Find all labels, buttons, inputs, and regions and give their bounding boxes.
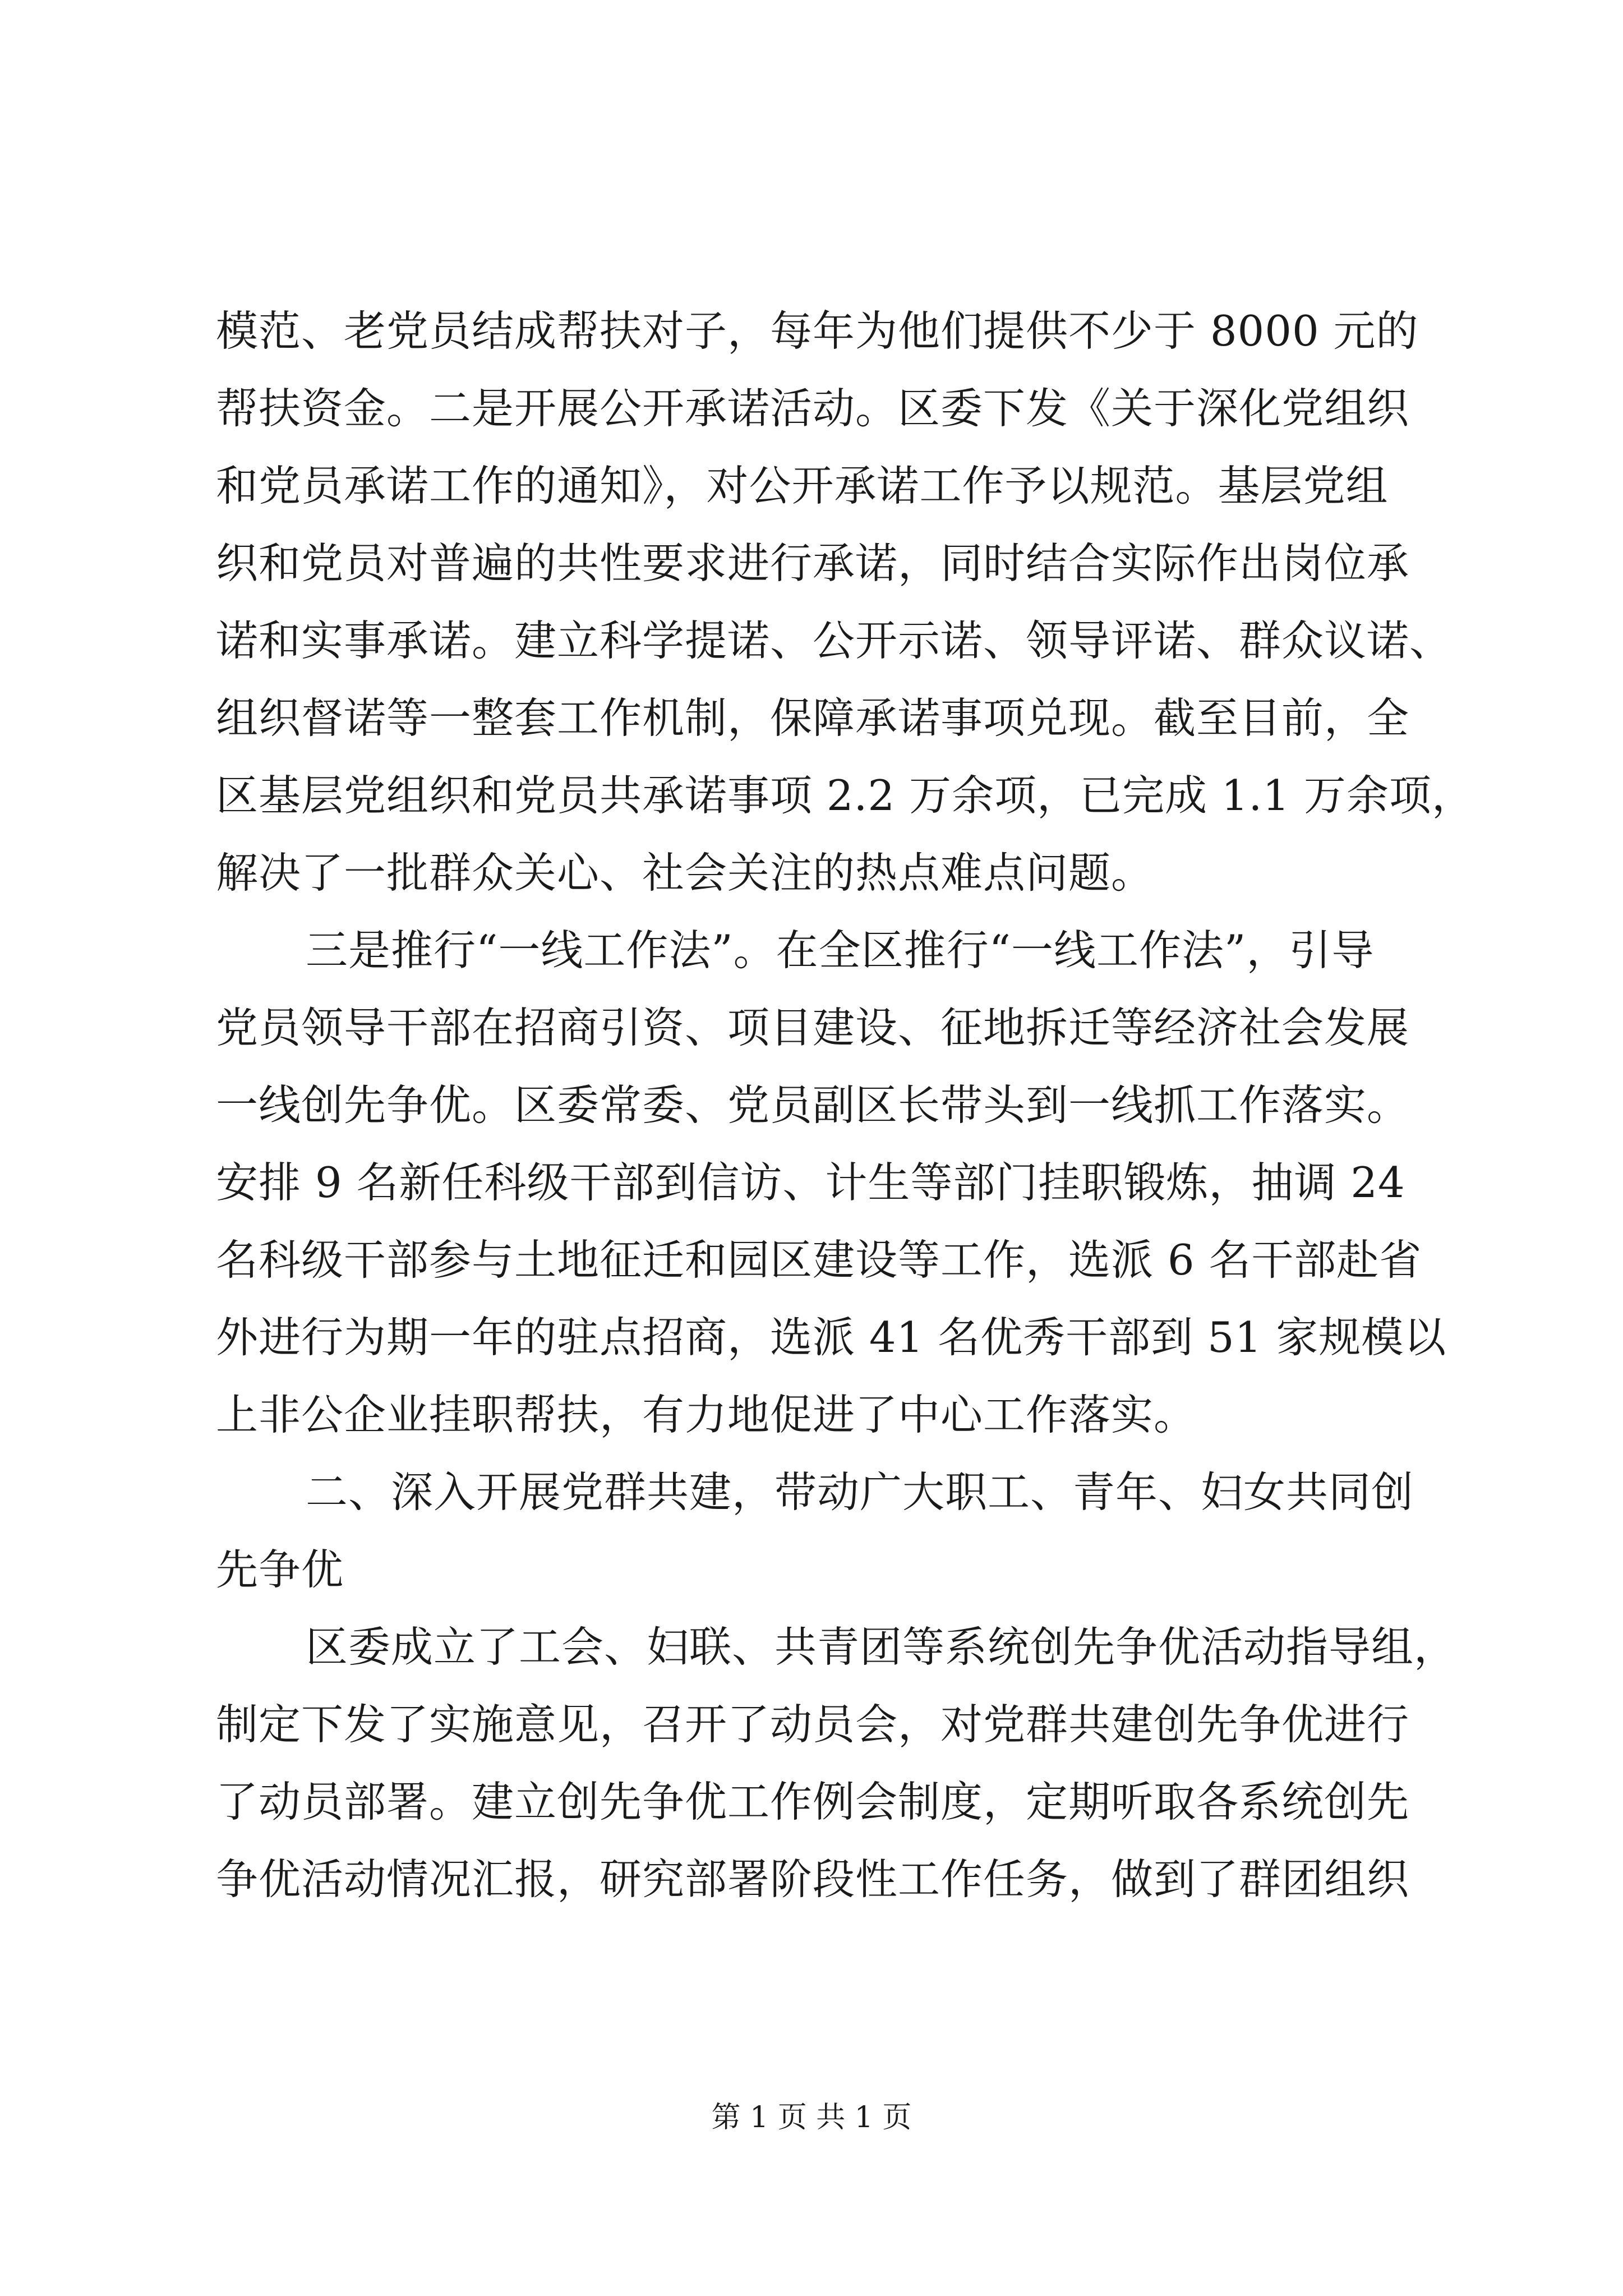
section-heading-line: 先争优 [216,1545,344,1594]
text-line: 织和党员对普遍的共性要求进行承诺，同时结合实际作出岗位承 [216,539,1410,588]
page-number-footer: 第 1 页 共 1 页 [711,2101,912,2134]
text-line: 安排 9 名新任科级干部到信访、计生等部门挂职锻炼，抽调 24 [216,1158,1405,1207]
text-line: 了动员部署。建立创先争优工作例会制度，定期听取各系统创先 [216,1777,1410,1826]
text-line: 诺和实事承诺。建立科学提诺、公开示诺、领导评诺、群众议诺、 [216,616,1453,665]
text-line: 党员领导干部在招商引资、项目建设、征地拆迁等经济社会发展 [216,1003,1410,1052]
text-line: 帮扶资金。二是开展公开承诺活动。区委下发《关于深化党组织 [216,384,1410,433]
text-line: 争优活动情况汇报，研究部署阶段性工作任务，做到了群团组织 [216,1855,1410,1904]
text-line: 外进行为期一年的驻点招商，选派 41 名优秀干部到 51 家规模以 [216,1313,1447,1362]
text-line: 上非公企业挂职帮扶，有力地促进了中心工作落实。 [216,1390,1197,1439]
paragraph-start-line: 三是推行“一线工作法”。在全区推行“一线工作法”，引导 [306,926,1375,975]
text-line: 一线创先争优。区委常委、党员副区长带头到一线抓工作落实。 [216,1080,1410,1130]
section-heading-line: 二、深入开展党群共建，带动广大职工、青年、妇女共同创 [306,1467,1414,1517]
text-line: 制定下发了实施意见，召开了动员会，对党群共建创先争优进行 [216,1700,1410,1749]
text-line: 区基层党组织和党员共承诺事项 2.2 万余项，已完成 1.1 万余项， [216,771,1474,820]
text-line: 解决了一批群众关心、社会关注的热点难点问题。 [216,848,1154,898]
text-line: 组织督诺等一整套工作机制，保障承诺事项兑现。截至目前，全 [216,693,1410,743]
paragraph-start-line: 区委成立了工会、妇联、共青团等系统创先争优活动指导组， [306,1622,1457,1672]
text-line: 模范、老党员结成帮扶对子，每年为他们提供不少于 8000 元的 [216,306,1419,356]
text-line: 和党员承诺工作的通知》，对公开承诺工作予以规范。基层党组 [216,461,1389,510]
text-line: 名科级干部参与土地征迁和园区建设等工作，选派 6 名干部赴省 [216,1235,1422,1285]
